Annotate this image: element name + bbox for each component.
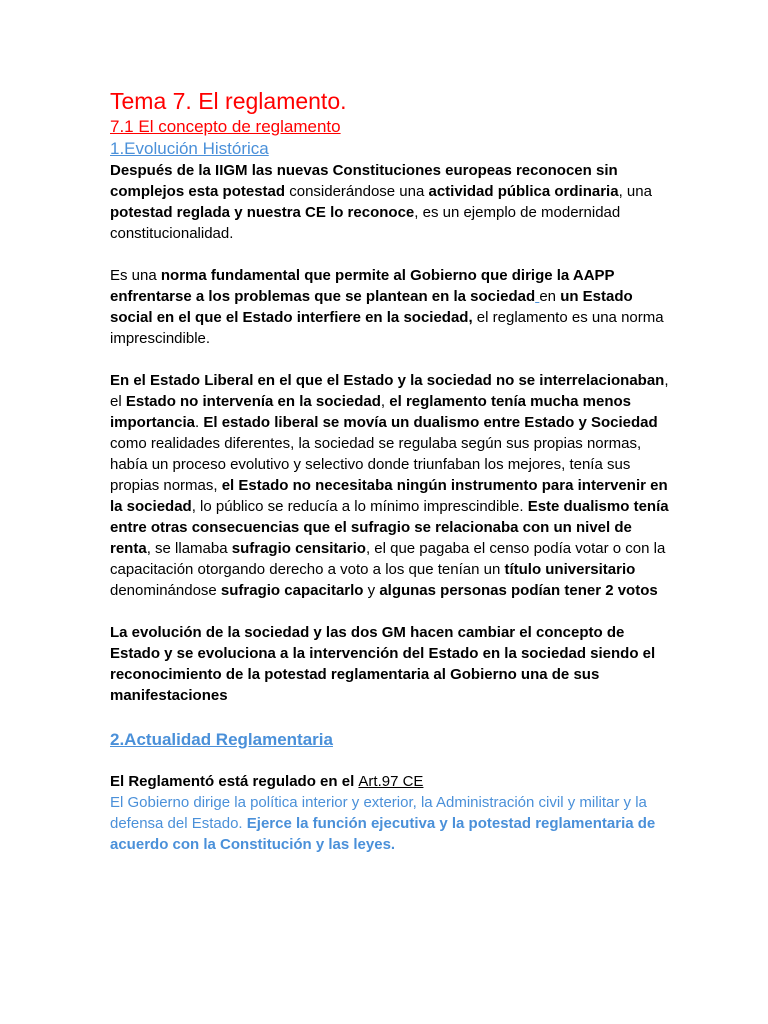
paragraph-2 xyxy=(110,265,670,349)
p3-run: En el Estado Liberal en el que el Estado y la sociedad no se interrelacionaban xyxy=(110,372,665,389)
p3-run: El estado liberal se movía un dualismo entre Estado y Sociedad xyxy=(203,414,658,431)
p3-run: , el que pagaba el censo podía votar o con la capacitación otorgando derecho a voto a los que tenían un xyxy=(110,540,666,578)
p3-run: el Estado no necesitaba ningún instrumento para intervenir en la sociedad xyxy=(110,477,668,515)
p3-run: sufragio censitario xyxy=(231,540,366,557)
p5-run: Art.97 CE xyxy=(358,773,424,790)
p5-run: El Reglamentó está regulado en el xyxy=(110,773,359,790)
p1-run: Después de la IIGM las nuevas Constituciones europeas reconocen sin complejos esta potestad xyxy=(110,162,618,200)
p6-run: Ejerce la función ejecutiva y la potestad reglamentaria de acuerdo con la Constitución y las leyes. xyxy=(110,815,656,853)
p2-run: en xyxy=(539,288,561,305)
p2-run: un Estado social en el que el Estado interfiere en la sociedad, xyxy=(110,288,633,326)
p3-run: Este dualismo tenía entre otras consecuencias que el sufragio se relacionaba con un nivel de renta xyxy=(110,498,669,557)
p3-run: . xyxy=(195,414,204,431)
p3-run: denominándose xyxy=(110,582,221,599)
p3-run: el reglamento tenía mucha menos importancia xyxy=(110,393,632,431)
p3-run: y xyxy=(363,582,380,599)
p3-run: como realidades diferentes, la sociedad se regulaba según sus propias normas, había un proceso evolutivo y selectivo donde triunfaban los mejores, tenía sus propias normas, xyxy=(110,435,642,494)
p2-run: Es una xyxy=(110,267,161,284)
p1-run: actividad pública ordinaria xyxy=(428,183,619,200)
p4-run: La evolución de la sociedad y las dos GM hacen cambiar el concepto de Estado y se evoluciona a la intervención del Estado en la sociedad siendo el reconocimiento de la potestad reglamentaria al Gobierno una de sus manifestaciones xyxy=(110,624,656,704)
p3-run: , xyxy=(380,393,390,410)
paragraph-5 xyxy=(110,771,670,792)
section-heading-actualidad: 2.Actualidad Reglamentaria xyxy=(110,730,333,749)
document-content xyxy=(110,86,670,876)
subtitle-concepto: 7.1 El concepto de reglamento xyxy=(110,117,341,136)
paragraph-4 xyxy=(110,622,670,706)
p3-run: título universitario xyxy=(504,561,636,578)
section-heading-evolucion: 1.Evolución Histórica xyxy=(110,139,269,158)
p1-run: potestad reglada y nuestra CE lo reconoce xyxy=(110,204,415,221)
paragraph-1 xyxy=(110,160,670,244)
p3-run: algunas personas podían tener 2 votos xyxy=(379,582,658,599)
p3-run: , el xyxy=(110,372,669,410)
p1-run: , una xyxy=(618,183,652,200)
document-title: Tema 7. El reglamento. xyxy=(110,88,347,114)
p3-run: sufragio capacitarlo xyxy=(220,582,364,599)
paragraph-6 xyxy=(110,792,670,855)
p3-run: Estado no intervenía en la sociedad xyxy=(125,393,381,410)
p2-run: el reglamento es una norma imprescindible. xyxy=(110,309,664,347)
p1-run: , es un ejemplo de modernidad constitucionalidad. xyxy=(110,204,621,242)
p3-run: , se llamaba xyxy=(146,540,232,557)
p6-run: El Gobierno dirige la política interior y exterior, la Administración civil y militar y la defensa del Estado. xyxy=(110,794,647,832)
p1-run: considerándose una xyxy=(285,183,429,200)
p3-run: , lo público se reducía a lo mínimo imprescindible. xyxy=(191,498,528,515)
paragraph-3 xyxy=(110,370,670,601)
p2-run: norma fundamental que permite al Gobierno que dirige la AAPP enfrentarse a los problemas que se plantean en la sociedad xyxy=(110,267,615,305)
